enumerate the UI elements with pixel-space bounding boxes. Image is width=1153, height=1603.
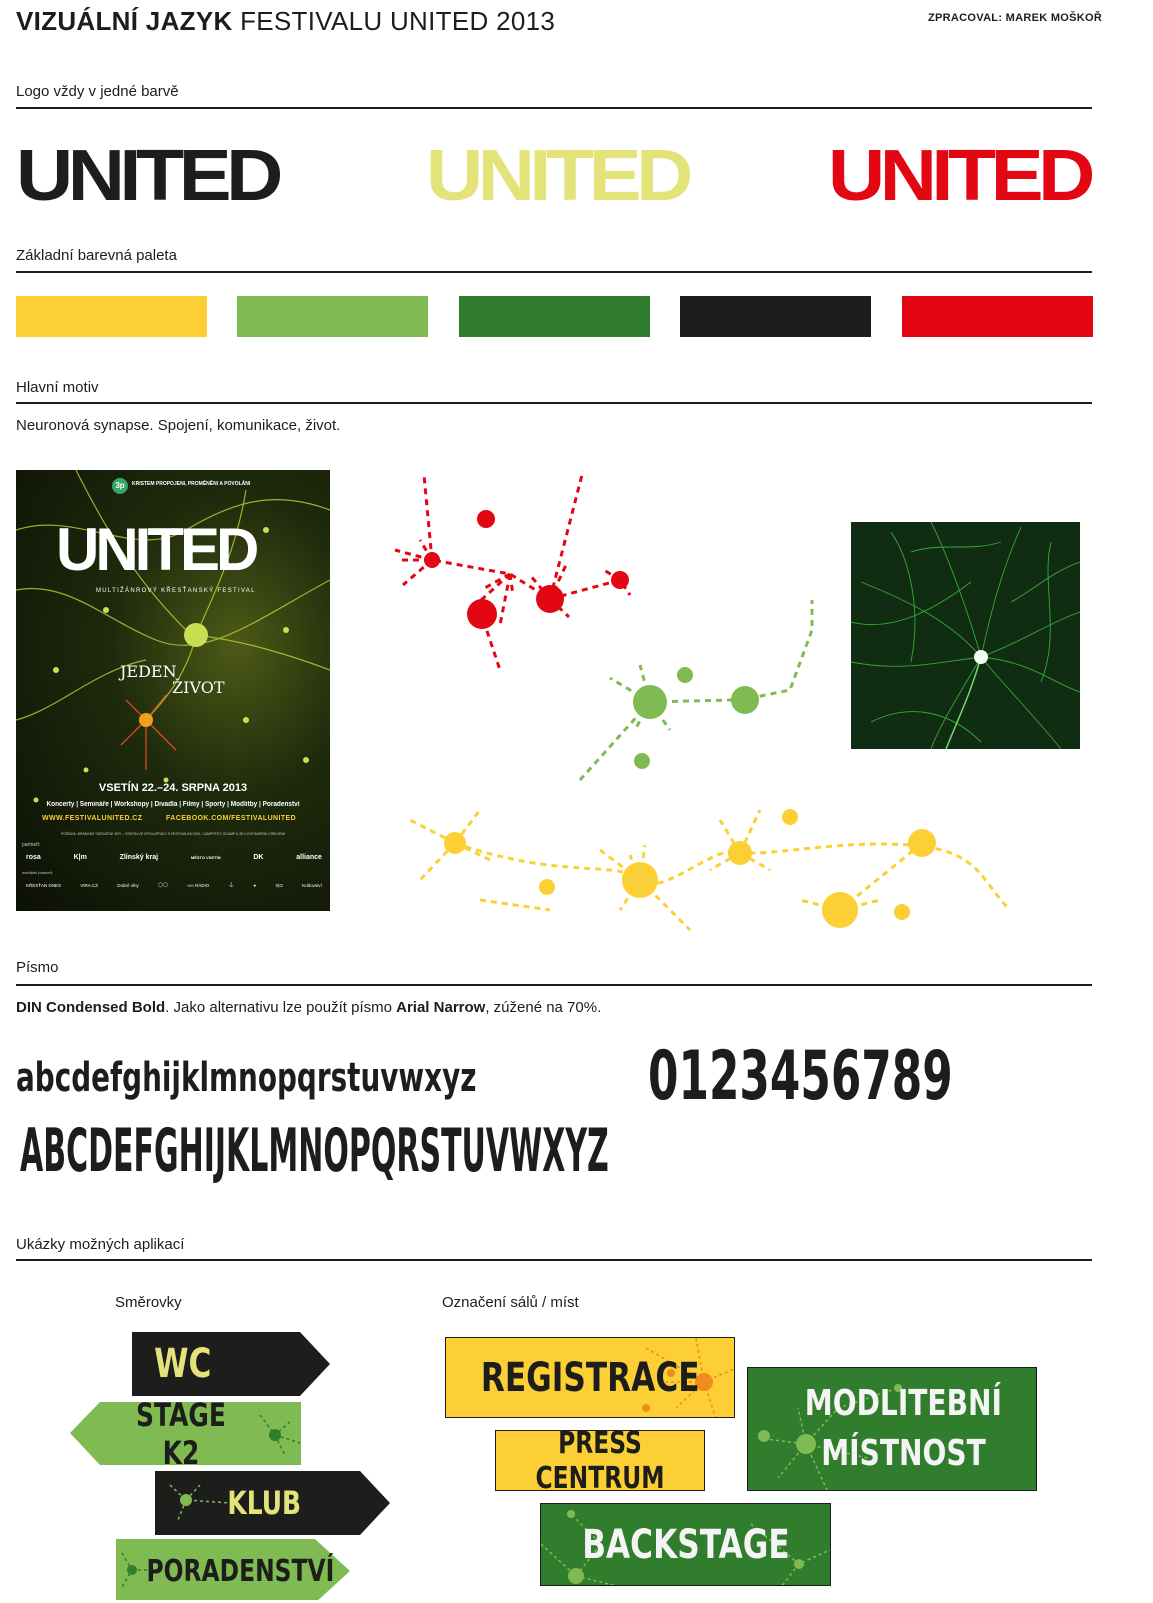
room-sign-registrace[interactable] [445,1337,735,1418]
poster-partner-logos [26,854,322,861]
media-partner-logo: KŘESŤAN DNES [26,882,62,888]
yellow-network [410,810,1010,930]
poster-partners-label: partneři: [22,842,41,848]
swatch-dark-green [459,296,650,337]
poster-program: Koncerty | Semináře | Workshopy | Divadla | Filmy | Sporty | Modlitby | Poradenství [46,801,300,808]
signposts-label: Směrovky [115,1294,182,1311]
partner-logo: DK [253,854,264,861]
media-partner-logo: ⚓ [228,882,235,887]
rooms-label: Označení sálů / míst [442,1294,579,1311]
motif-description: Neuronová synapse. Spojení, komunikace, život. [16,417,341,434]
signpost-stage-label: STAGE K2 [136,1395,226,1472]
signpost-klub-label: KLUB [227,1484,301,1522]
lowercase-specimen: abcdefghijklmnopqrstuvwxyz [16,1055,477,1101]
rule [16,271,1092,273]
swatch-light-green [237,296,428,337]
poster-title: UNITED [56,516,256,583]
partner-logo: alliance [296,854,322,861]
press-centrum-label: PRESS CENTRUM [535,1425,665,1496]
swatch-red [902,296,1093,337]
rule [16,107,1092,109]
media-partner-logo: X|O [275,882,283,888]
logo-pale-yellow: UNITED [426,136,688,216]
rule [16,402,1092,404]
poster-tagline: KRISTEM PROPOJENI, PROMĚNĚNI A POVOLÁNI [132,481,251,487]
poster-slogan-1: JEDEN [120,662,177,681]
red-nodes [424,510,629,629]
poster-media-logos [26,882,322,888]
font-description-middle: . Jako alternativu lze použít písmo [165,999,397,1016]
logo-red: UNITED [828,136,1090,216]
uppercase-specimen: ABCDEFGHIJKLMNOPQRSTUVWXYZ [20,1116,609,1186]
media-partner-logo: ∞∞ RÁDIO [187,882,210,888]
font-description [16,999,601,1016]
modlitebni-label: MODLITEBNÍ [804,1382,1002,1424]
partner-logo: rosa [26,854,41,861]
digits-specimen: 0123456789 [648,1037,953,1116]
light-green-nodes [633,667,759,769]
font-section-label: Písmo [16,959,59,976]
modlitebni-line-1 [788,1380,1018,1426]
applications-section-label: Ukázky možných aplikací [16,1236,185,1253]
partner-logo: MĚSTO VSETÍN [190,855,221,860]
room-sign-press-centrum[interactable] [495,1425,705,1496]
signpost-stage-k2[interactable] [96,1395,266,1472]
page-title [16,6,555,37]
festival-poster [16,470,330,911]
signpost-wc[interactable] [132,1332,234,1396]
signpost-wc-label: WC [154,1341,212,1387]
motif-section-label: Hlavní motiv [16,379,99,396]
swatch-black [680,296,871,337]
modlitebni-line-2 [788,1430,1018,1476]
neuron-photo [851,522,1080,749]
title-bold: VIZUÁLNÍ JAZYK [16,6,233,36]
palette-section-label: Základní barevná paleta [16,247,177,264]
media-partner-logo: ◯◯ [158,882,169,887]
media-partner-logo: Království [302,882,322,888]
poster-web: WWW.FESTIVALUNITED.CZ [42,815,143,822]
logo-section-label: Logo vždy v jedné barvě [16,83,179,100]
credit: ZPRACOVAL: MAREK MOŠKOŘ [928,12,1103,24]
font-description-end: , zúžené na 70%. [485,999,602,1016]
media-partner-logo: ● [253,882,257,888]
room-sign-backstage[interactable] [540,1503,831,1586]
rule [16,984,1092,986]
signpost-klub[interactable] [210,1471,318,1535]
rule [16,1259,1092,1261]
mistnost-label: MÍSTNOST [820,1432,986,1474]
poster-badge: 3p [112,478,128,494]
font-name: DIN Condensed Bold [16,999,166,1016]
poster-slogan-2: ŽIVOT [172,678,225,697]
signpost-poradenstvi[interactable] [140,1539,340,1603]
swatch-yellow [16,296,207,337]
media-partner-logo: Dobré vlny [117,882,139,888]
poster-facebook: FACEBOOK.COM/FESTIVALUNITED [166,815,297,822]
neuron-photo-art [851,522,1080,749]
title-rest: FESTIVALU UNITED 2013 [240,6,556,36]
poster-organizer: POŘÁDÁ: BRÁNSKÉ SDRUŽENÍ 3KR – VSETÍN VE SPOLUPRÁCI S FESTIVALEM 3DK, CAMPFEST, SCAMP A 3E KOSTIMIERNÍ CÍRKVEMI [60,832,286,836]
logo-black: UNITED [16,136,278,216]
room-sign-modlitebni-mistnost[interactable] [747,1367,1037,1491]
registrace-label: REGISTRACE [480,1354,700,1401]
signpost-poradenstvi-label: PORADENSTVÍ [146,1553,334,1589]
red-network [395,471,630,670]
poster-subtitle: MULTIŽÁNROVÝ KŘESŤANSKÝ FESTIVAL [96,588,256,594]
light-green-network [580,600,812,780]
media-partner-logo: VIRA.CZ [80,882,99,888]
poster-media-label: mediální partneři: [22,870,53,875]
alt-font-name: Arial Narrow [396,999,486,1016]
backstage-label: BACKSTAGE [581,1521,790,1568]
partner-logo: Zlínský kraj [119,854,159,861]
partner-logo: K|m [73,854,87,861]
poster-date: VSETÍN 22.–24. SRPNA 2013 [98,782,248,794]
